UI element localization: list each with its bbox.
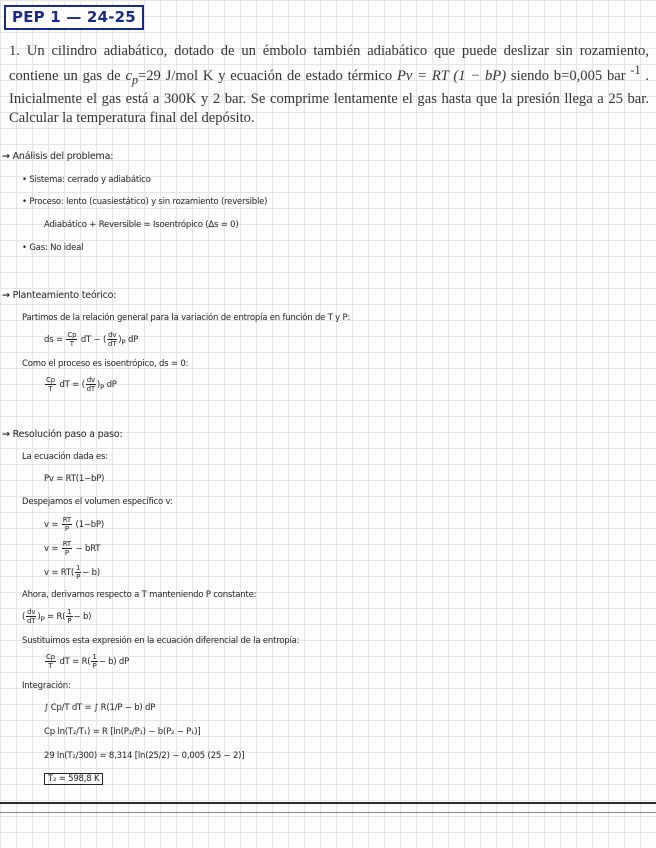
bottom-divider-thin (0, 812, 656, 813)
cp-over-t: $\frac{Cp}{T}$ (46, 376, 55, 393)
theory-heading: → Planteamiento teórico: (2, 290, 117, 301)
dv-over-dt: $\frac{dv}{dT}$ (86, 376, 95, 393)
cp-over-t: $\frac{Cp}{T}$ (67, 331, 77, 348)
substituted-equation: $\frac{Cp}{T}$ dT = R( $\frac{1}{P}$ − b) dP (46, 653, 130, 670)
final-result: T₂ = 598,8 K (44, 774, 103, 784)
cp-symbol: c (125, 67, 132, 84)
problem-text-2: =29 J/mol K y ecuación de estado térmico (138, 67, 397, 84)
volume-step-3: v = RT( $\frac{1}{P}$ − b) (44, 564, 100, 581)
problem-text-3: siendo b=0,005 bar (506, 67, 631, 84)
numeric-equation: 29 ln(T₂/300) = 8,314 [ln(25/2) − 0,005 (25 − 2)] (44, 751, 245, 761)
cp-subscript: p (131, 72, 139, 87)
isentropic-equation: $\frac{Cp}{T}$ dT = ( $\frac{dv}{dT}$ )$_P$ dP (46, 376, 117, 393)
given-equation-label: La ecuación dada es: (22, 452, 108, 462)
arrow-icon: → (2, 429, 10, 440)
dv-over-dt: $\frac{dv}{dT}$ (108, 331, 117, 348)
arrow-icon: → (2, 151, 10, 162)
exponent: -1 (630, 63, 641, 77)
analysis-gas: • Gas: No ideal (22, 243, 84, 253)
analysis-process: • Proceso: lento (cuasiestático) y sin rozamiento (reversible) (22, 197, 268, 207)
derivative-equation: ( $\frac{dv}{dT}$ )$_P = R$( $\frac{1}{P}$ − b) (22, 608, 92, 625)
bottom-divider (0, 802, 656, 804)
entropy-equation: ds = $\frac{Cp}{T}$ dT − ( $\frac{dv}{dT}$ )$_P$ dP (44, 331, 139, 348)
isentropic-note: Como el proceso es isoentrópico, ds = 0: (22, 359, 189, 369)
derive-label: Ahora, derivamos respecto a T manteniendo P constante: (22, 590, 257, 600)
page-title: PEP 1 — 24-25 (4, 5, 144, 30)
analysis-heading: → Análisis del problema: (2, 151, 114, 162)
volume-step-2: v = $\frac{RT}{P}$ − bRT (44, 540, 101, 557)
integral-equation: ∫ Cp/T dT = ∫ R(1/P − b) dP (44, 703, 156, 713)
analysis-system: • Sistema: cerrado y adiabático (22, 175, 151, 185)
resolution-heading: → Resolución paso a paso: (2, 429, 123, 440)
substitute-label: Sustituimos esta expresión en la ecuación diferencial de la entropía: (22, 636, 300, 646)
theory-intro: Partimos de la relación general para la variación de entropía en función de T y P: (22, 313, 351, 323)
problem-text-1: 1. Un cilindro adiabático, dotado de un émbolo también adiabático que puede deslizar sin rozamiento, contiene un gas de (9, 43, 649, 84)
volume-label: Despejamos el volumen específico v: (22, 497, 173, 507)
problem-text-4: . Inicialmente el gas está a 300K y 2 bar. Se comprime lentamente el gas hasta que la presión llega a 25 bar. Calcular la temperatura final del depósito. (9, 67, 649, 126)
arrow-icon: → (2, 290, 10, 301)
integration-label: Integración: (22, 681, 71, 691)
log-equation: Cp ln(T₂/T₁) = R [ln(P₂/P₁) − b(P₂ − P₁)] (44, 727, 201, 737)
state-equation: Pv = RT (1 − bP) (397, 67, 507, 84)
given-equation: Pv = RT(1−bP) (44, 474, 105, 484)
volume-step-1: v = $\frac{RT}{P}$ (1−bP) (44, 516, 105, 533)
analysis-process-2: Adiabático + Reversible = Isoentrópico (Δs = 0) (44, 220, 239, 230)
problem-statement (9, 42, 649, 128)
